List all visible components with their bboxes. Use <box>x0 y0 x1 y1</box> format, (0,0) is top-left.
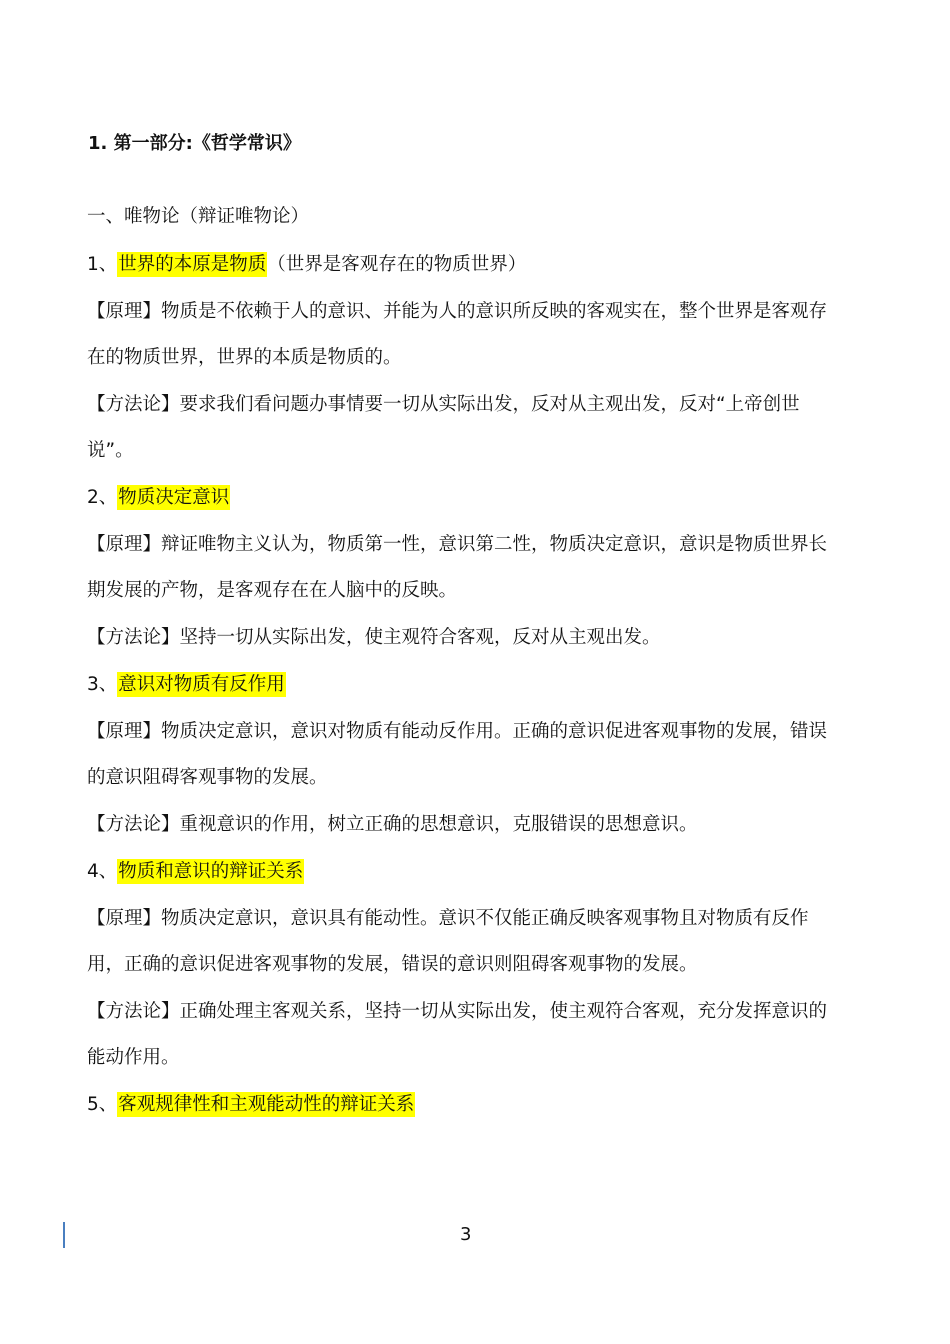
item-heading <box>87 858 304 886</box>
item-number: 4、 <box>87 861 118 882</box>
method-text: 【方法论】正确处理主客观关系，坚持一切从实际出发，使主观符合客观，充分发挥意识的 <box>87 1001 828 1022</box>
principle-text: 期发展的产物，是客观存在在人脑中的反映。 <box>87 580 458 601</box>
item-number: 3、 <box>87 674 118 695</box>
method-text: 【方法论】坚持一切从实际出发，使主观符合客观，反对从主观出发。 <box>87 627 661 648</box>
highlighted-item-title: 客观规律性和主观能动性的辩证关系 <box>118 1094 415 1115</box>
item-heading <box>87 251 526 279</box>
principle-text: 用，正确的意识促进客观事物的发展，错误的意识则阻碍客观事物的发展。 <box>87 954 698 975</box>
principle-text: 的意识阻碍客观事物的发展。 <box>87 767 328 788</box>
chapter-heading: 一、唯物论（辩证唯物论） <box>87 206 310 227</box>
principle-text: 【原理】物质是不依赖于人的意识、并能为人的意识所反映的客观实在，整个世界是客观存 <box>87 301 828 322</box>
text-cursor <box>63 1222 65 1248</box>
item-number: 2、 <box>87 487 118 508</box>
highlighted-item-title: 物质和意识的辩证关系 <box>118 861 304 882</box>
method-text: 说”。 <box>87 440 134 461</box>
item-heading <box>87 484 230 512</box>
section-title: 1. 第一部分:《哲学常识》 <box>88 133 301 154</box>
item-heading <box>87 1091 415 1119</box>
method-text: 能动作用。 <box>87 1047 180 1068</box>
item-number: 1、 <box>87 254 118 275</box>
highlighted-item-title: 物质决定意识 <box>118 487 230 508</box>
highlighted-item-title: 意识对物质有反作用 <box>118 674 285 695</box>
principle-text: 【原理】物质决定意识，意识对物质有能动反作用。正确的意识促进客观事物的发展，错误 <box>87 721 828 742</box>
item-number: 5、 <box>87 1094 118 1115</box>
method-text: 【方法论】要求我们看问题办事情要一切从实际出发，反对从主观出发，反对“上帝创世 <box>87 394 800 415</box>
principle-text: 【原理】物质决定意识，意识具有能动性。意识不仅能正确反映客观事物且对物质有反作 <box>87 908 809 929</box>
principle-text: 在的物质世界，世界的本质是物质的。 <box>87 347 402 368</box>
page-number: 3 <box>460 1224 472 1245</box>
principle-text: 【原理】辩证唯物主义认为，物质第一性，意识第二性，物质决定意识，意识是物质世界长 <box>87 534 828 555</box>
item-title-suffix: （世界是客观存在的物质世界） <box>267 254 527 275</box>
item-heading <box>87 671 286 699</box>
highlighted-item-title: 世界的本原是物质 <box>118 254 267 275</box>
method-text: 【方法论】重视意识的作用，树立正确的思想意识，克服错误的思想意识。 <box>87 814 698 835</box>
